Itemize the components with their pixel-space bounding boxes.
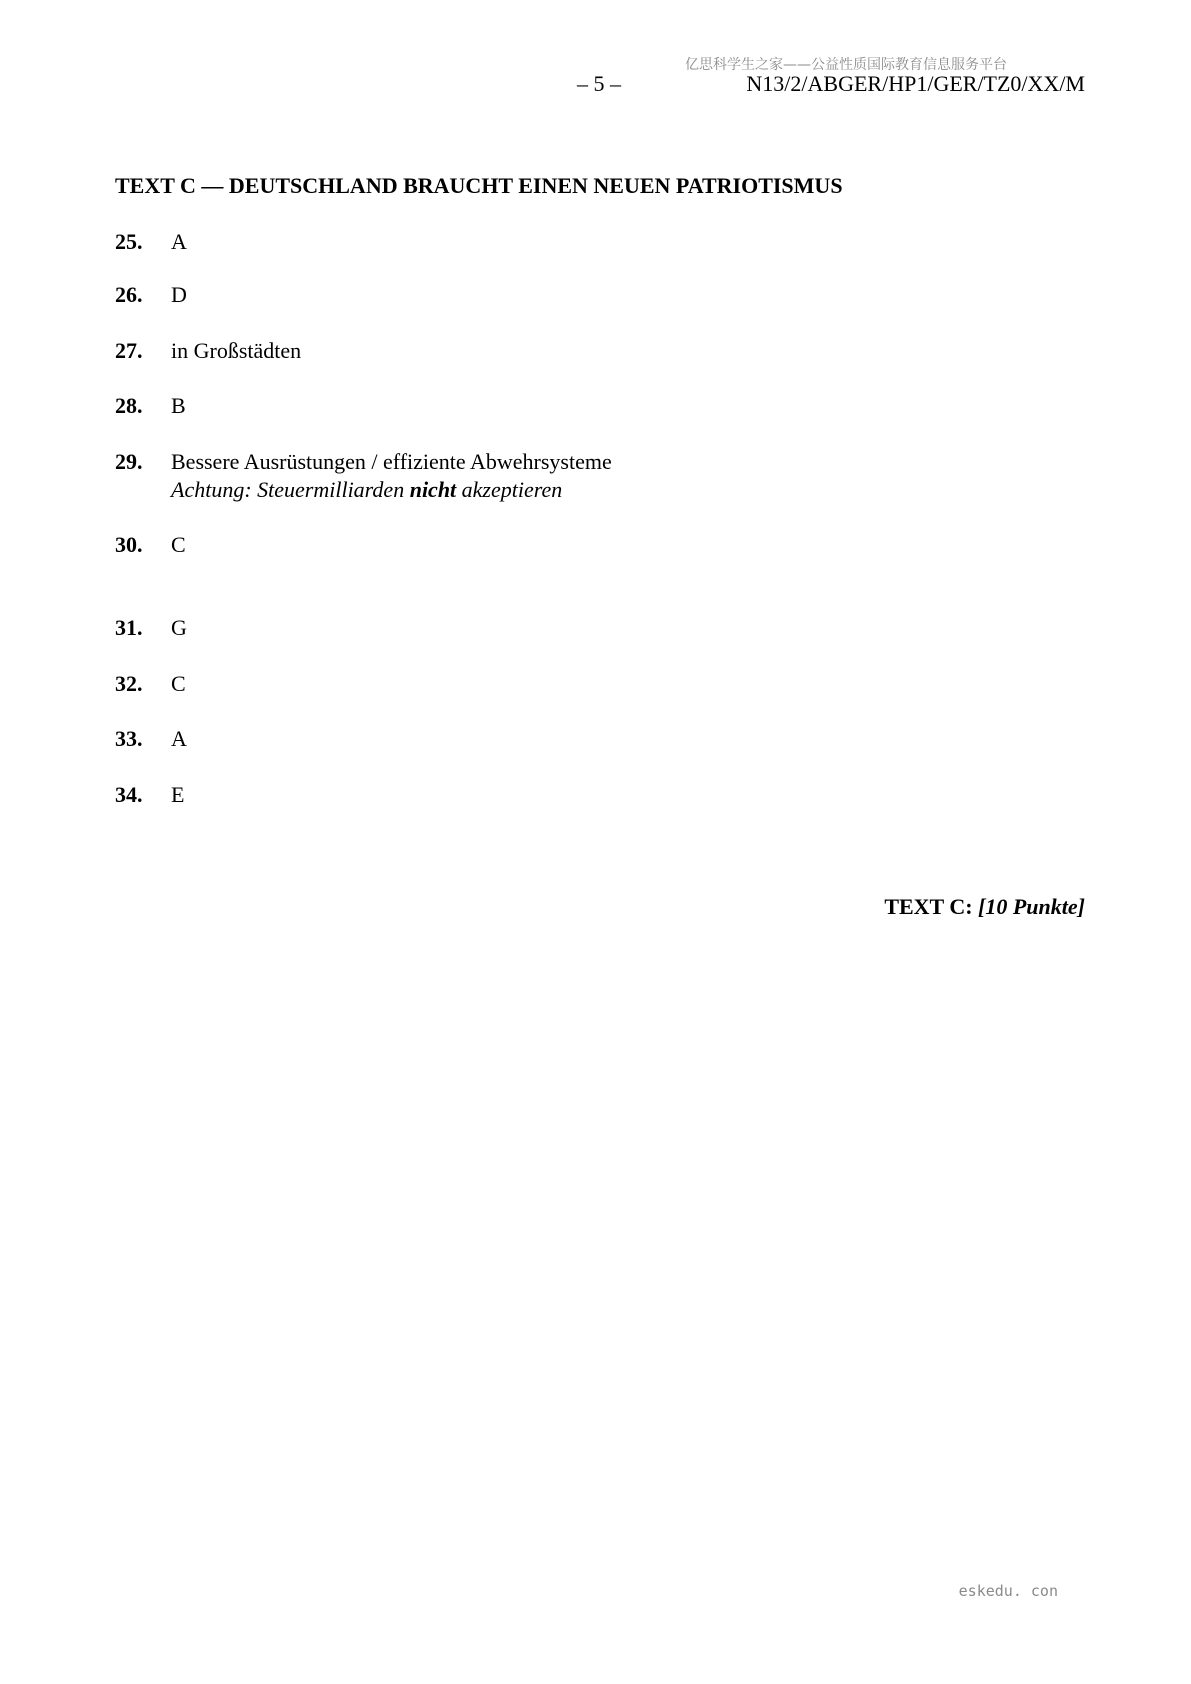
answer-text: in Großstädten bbox=[171, 338, 302, 363]
question-number: 30. bbox=[115, 532, 143, 557]
note-prefix: Achtung: Steuermilliarden bbox=[171, 477, 410, 502]
answer-text: B bbox=[171, 393, 186, 418]
answer-text: A bbox=[171, 726, 187, 751]
question-number: 27. bbox=[115, 338, 143, 363]
watermark-footer: eskedu. con bbox=[958, 1582, 1058, 1600]
question-number: 29. bbox=[115, 449, 143, 474]
note-emphasis: nicht bbox=[409, 477, 457, 502]
answer-text: A bbox=[171, 229, 187, 254]
watermark-header: 亿思科学生之家——公益性质国际教育信息服务平台 bbox=[685, 57, 1007, 73]
section-total bbox=[884, 894, 1085, 920]
answer-text: C bbox=[171, 532, 186, 557]
answer-text: E bbox=[171, 782, 185, 807]
question-number: 28. bbox=[115, 393, 143, 418]
answer-text: C bbox=[171, 671, 186, 696]
question-number: 32. bbox=[115, 671, 143, 696]
question-number: 33. bbox=[115, 726, 143, 751]
answer-text: Bessere Ausrüstungen / effiziente Abwehrsysteme bbox=[171, 449, 612, 474]
answer-text: G bbox=[171, 615, 187, 640]
question-number: 25. bbox=[115, 229, 143, 254]
document-code: N13/2/ABGER/HP1/GER/TZ0/XX/M bbox=[746, 71, 1085, 96]
total-points: [10 Punkte] bbox=[978, 894, 1085, 919]
answer-note bbox=[171, 476, 562, 504]
question-number: 34. bbox=[115, 782, 143, 807]
answer-text: D bbox=[171, 282, 187, 307]
question-number: 31. bbox=[115, 615, 143, 640]
section-title: TEXT C — DEUTSCHLAND BRAUCHT EINEN NEUEN PATRIOTISMUS bbox=[115, 173, 843, 198]
note-suffix: akzeptieren bbox=[456, 477, 563, 502]
page-number: – 5 – bbox=[577, 71, 621, 96]
question-number: 26. bbox=[115, 282, 143, 307]
total-label: TEXT C: bbox=[884, 894, 979, 919]
